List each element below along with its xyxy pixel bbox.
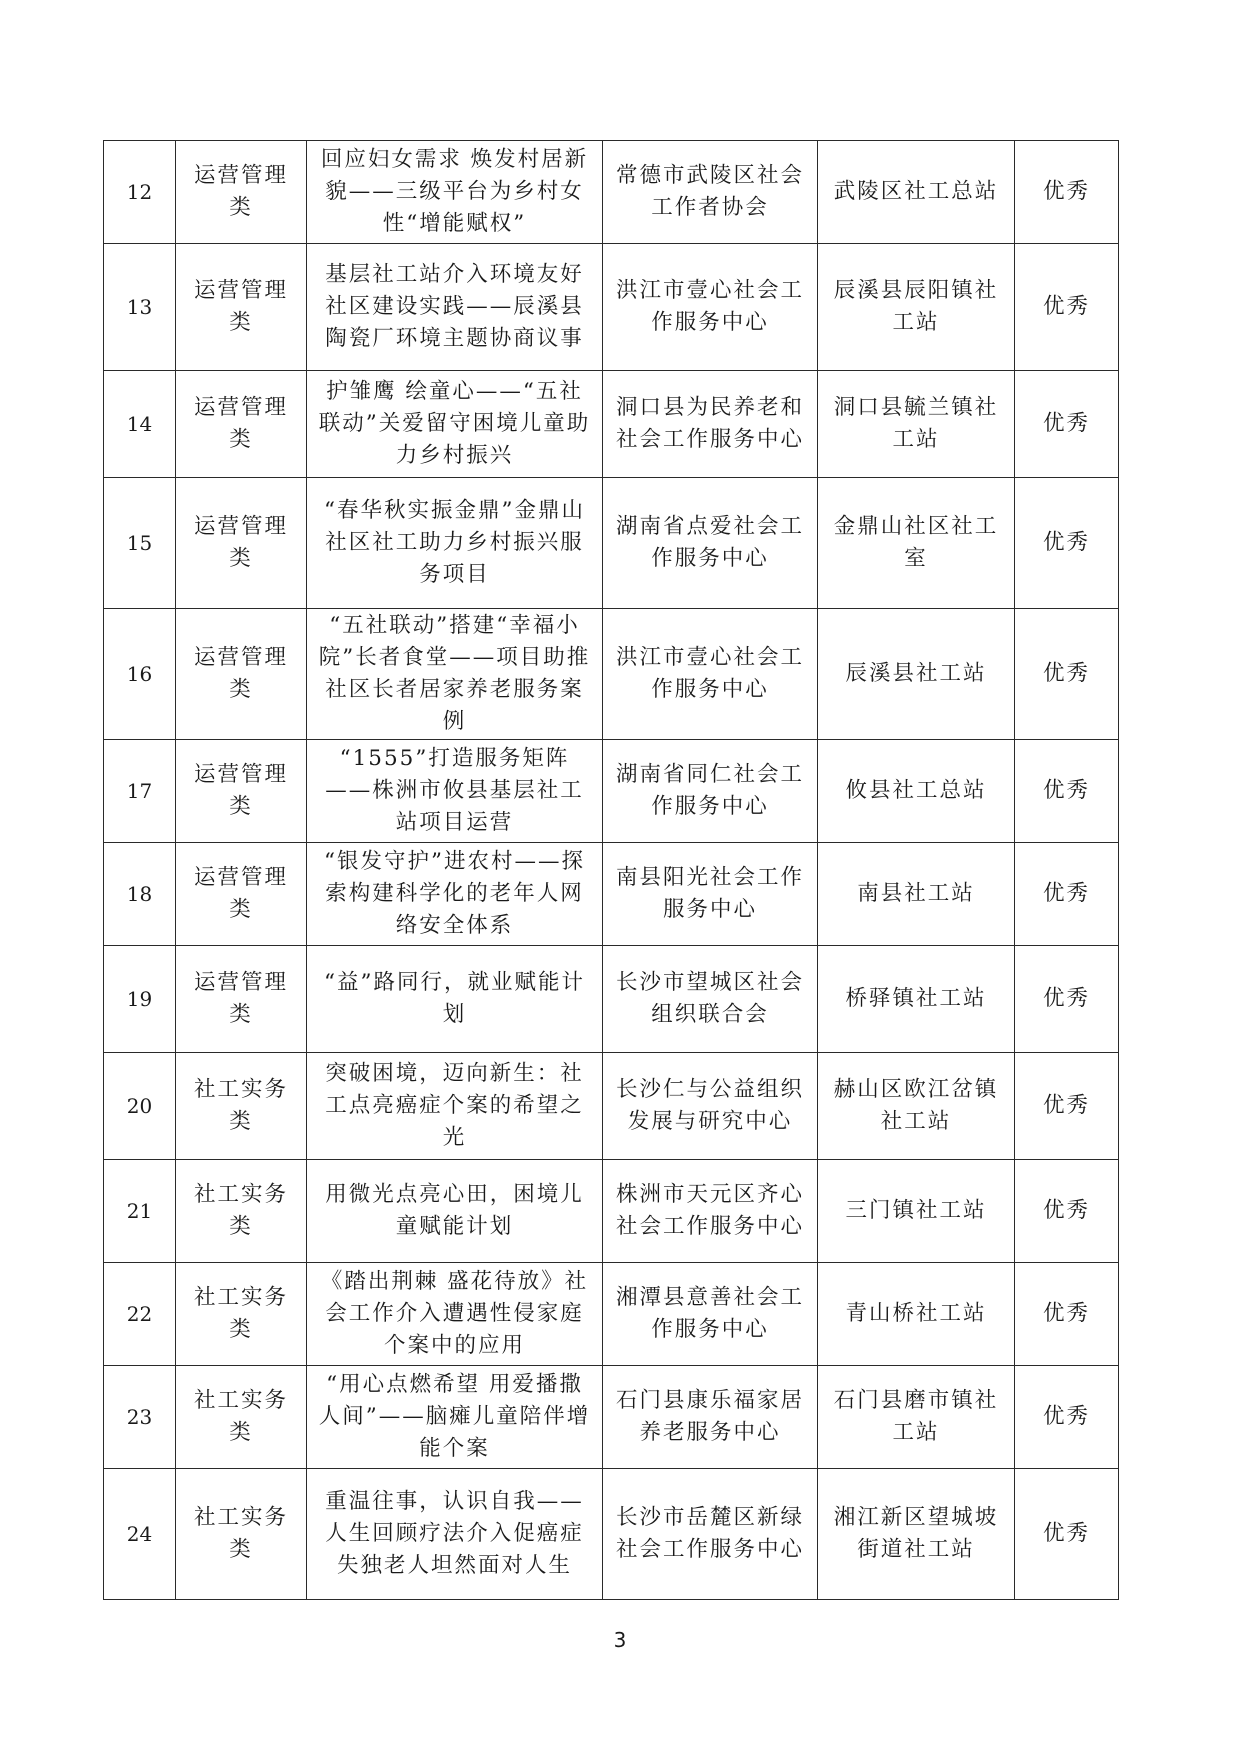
- rating-cell: 优秀: [1015, 740, 1119, 843]
- category-cell: 社工实务类: [176, 1469, 307, 1600]
- row-number: 17: [104, 740, 176, 843]
- organization-cell: 长沙仁与公益组织发展与研究中心: [603, 1053, 818, 1160]
- organization-cell: 洞口县为民养老和社会工作服务中心: [603, 371, 818, 478]
- category-cell: 运营管理类: [176, 141, 307, 244]
- category-cell: 社工实务类: [176, 1053, 307, 1160]
- rating-cell: 优秀: [1015, 1366, 1119, 1469]
- row-number: 20: [104, 1053, 176, 1160]
- table-row: [104, 478, 1119, 609]
- project-name-cell: “用心点燃希望 用爱播撒人间”——脑瘫儿童陪伴增能个案: [307, 1366, 603, 1469]
- row-number: 15: [104, 478, 176, 609]
- row-number: 23: [104, 1366, 176, 1469]
- category-cell: 运营管理类: [176, 478, 307, 609]
- awards-table: [103, 140, 1119, 1600]
- table-row: [104, 740, 1119, 843]
- station-cell: 桥驿镇社工站: [818, 946, 1015, 1053]
- station-cell: 洞口县毓兰镇社工站: [818, 371, 1015, 478]
- project-name-cell: “益”路同行，就业赋能计划: [307, 946, 603, 1053]
- organization-cell: 长沙市岳麓区新绿社会工作服务中心: [603, 1469, 818, 1600]
- row-number: 22: [104, 1263, 176, 1366]
- rating-cell: 优秀: [1015, 1469, 1119, 1600]
- category-cell: 运营管理类: [176, 371, 307, 478]
- category-cell: 运营管理类: [176, 946, 307, 1053]
- category-cell: 社工实务类: [176, 1366, 307, 1469]
- category-cell: 运营管理类: [176, 244, 307, 371]
- organization-cell: 株洲市天元区齐心社会工作服务中心: [603, 1160, 818, 1263]
- category-cell: 社工实务类: [176, 1263, 307, 1366]
- row-number: 19: [104, 946, 176, 1053]
- project-name-cell: 基层社工站介入环境友好社区建设实践——辰溪县陶瓷厂环境主题协商议事: [307, 244, 603, 371]
- organization-cell: 洪江市壹心社会工作服务中心: [603, 244, 818, 371]
- table-body: [104, 141, 1119, 1600]
- rating-cell: 优秀: [1015, 946, 1119, 1053]
- station-cell: 三门镇社工站: [818, 1160, 1015, 1263]
- organization-cell: 常德市武陵区社会工作者协会: [603, 141, 818, 244]
- station-cell: 攸县社工总站: [818, 740, 1015, 843]
- table-row: [104, 1263, 1119, 1366]
- rating-cell: 优秀: [1015, 1263, 1119, 1366]
- rating-cell: 优秀: [1015, 609, 1119, 740]
- project-name-cell: 《踏出荆棘 盛花待放》社会工作介入遭遇性侵家庭个案中的应用: [307, 1263, 603, 1366]
- organization-cell: 南县阳光社会工作服务中心: [603, 843, 818, 946]
- row-number: 13: [104, 244, 176, 371]
- project-name-cell: 用微光点亮心田，困境儿童赋能计划: [307, 1160, 603, 1263]
- project-name-cell: “银发守护”进农村——探索构建科学化的老年人网络安全体系: [307, 843, 603, 946]
- organization-cell: 湖南省同仁社会工作服务中心: [603, 740, 818, 843]
- category-cell: 运营管理类: [176, 609, 307, 740]
- row-number: 14: [104, 371, 176, 478]
- station-cell: 辰溪县辰阳镇社工站: [818, 244, 1015, 371]
- rating-cell: 优秀: [1015, 843, 1119, 946]
- rating-cell: 优秀: [1015, 244, 1119, 371]
- row-number: 24: [104, 1469, 176, 1600]
- project-name-cell: “春华秋实振金鼎”金鼎山社区社工助力乡村振兴服务项目: [307, 478, 603, 609]
- project-name-cell: 护雏鹰 绘童心——“五社联动”关爱留守困境儿童助力乡村振兴: [307, 371, 603, 478]
- table-row: [104, 1469, 1119, 1600]
- row-number: 12: [104, 141, 176, 244]
- station-cell: 辰溪县社工站: [818, 609, 1015, 740]
- station-cell: 石门县磨市镇社工站: [818, 1366, 1015, 1469]
- table-row: [104, 609, 1119, 740]
- rating-cell: 优秀: [1015, 1160, 1119, 1263]
- table-row: [104, 1053, 1119, 1160]
- project-name-cell: “五社联动”搭建“幸福小院”长者食堂——项目助推社区长者居家养老服务案例: [307, 609, 603, 740]
- row-number: 16: [104, 609, 176, 740]
- row-number: 21: [104, 1160, 176, 1263]
- table-row: [104, 1366, 1119, 1469]
- table-row: [104, 843, 1119, 946]
- station-cell: 武陵区社工总站: [818, 141, 1015, 244]
- category-cell: 运营管理类: [176, 843, 307, 946]
- rating-cell: 优秀: [1015, 478, 1119, 609]
- station-cell: 南县社工站: [818, 843, 1015, 946]
- station-cell: 青山桥社工站: [818, 1263, 1015, 1366]
- organization-cell: 湖南省点爱社会工作服务中心: [603, 478, 818, 609]
- table-row: [104, 1160, 1119, 1263]
- table-row: [104, 371, 1119, 478]
- station-cell: 湘江新区望城坡街道社工站: [818, 1469, 1015, 1600]
- organization-cell: 洪江市壹心社会工作服务中心: [603, 609, 818, 740]
- rating-cell: 优秀: [1015, 1053, 1119, 1160]
- row-number: 18: [104, 843, 176, 946]
- project-name-cell: 突破困境，迈向新生：社工点亮癌症个案的希望之光: [307, 1053, 603, 1160]
- table-row: [104, 946, 1119, 1053]
- station-cell: 赫山区欧江岔镇社工站: [818, 1053, 1015, 1160]
- category-cell: 社工实务类: [176, 1160, 307, 1263]
- table-row: [104, 244, 1119, 371]
- organization-cell: 长沙市望城区社会组织联合会: [603, 946, 818, 1053]
- organization-cell: 湘潭县意善社会工作服务中心: [603, 1263, 818, 1366]
- table-row: [104, 141, 1119, 244]
- page-number: 3: [613, 1628, 627, 1652]
- rating-cell: 优秀: [1015, 141, 1119, 244]
- station-cell: 金鼎山社区社工室: [818, 478, 1015, 609]
- project-name-cell: 回应妇女需求 焕发村居新貌——三级平台为乡村女性“增能赋权”: [307, 141, 603, 244]
- project-name-cell: “1555”打造服务矩阵——株洲市攸县基层社工站项目运营: [307, 740, 603, 843]
- category-cell: 运营管理类: [176, 740, 307, 843]
- project-name-cell: 重温往事，认识自我——人生回顾疗法介入促癌症失独老人坦然面对人生: [307, 1469, 603, 1600]
- rating-cell: 优秀: [1015, 371, 1119, 478]
- organization-cell: 石门县康乐福家居养老服务中心: [603, 1366, 818, 1469]
